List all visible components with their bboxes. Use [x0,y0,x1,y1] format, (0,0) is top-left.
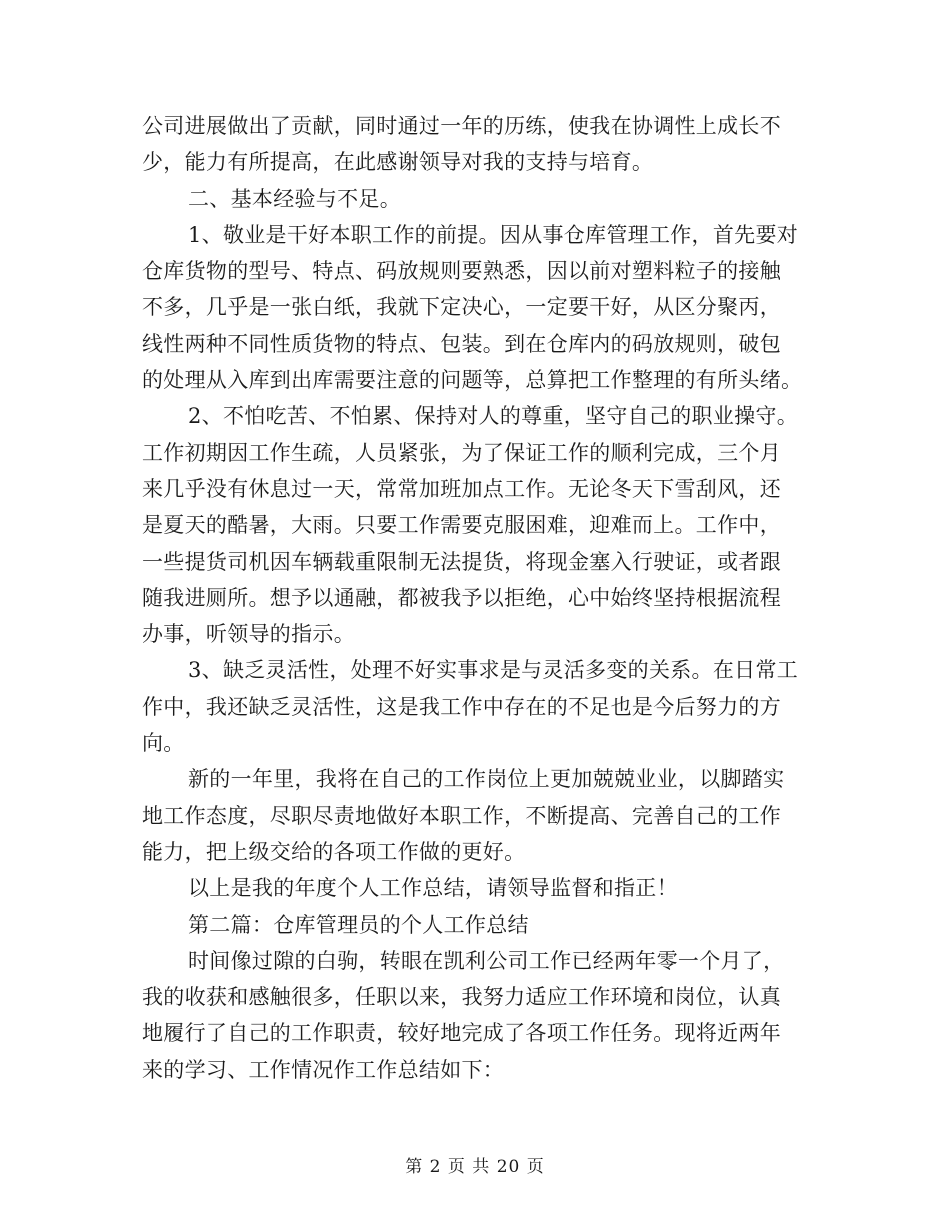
text-line: 来几乎没有休息过一天，常常加班加点工作。无论冬天下雪刮风，还 [142,476,781,501]
text-line: 二、基本经验与不足。 [188,186,401,211]
page-number-footer: 第 2 页 共 20 页 [405,1157,545,1177]
text-line: 以上是我的年度个人工作总结，请领导监督和指正！ [188,876,678,901]
text-line: 2、不怕吃苦、不怕累、保持对人的尊重，坚守自己的职业操守。 [188,404,799,429]
text-line: 1、敬业是干好本职工作的前提。因从事仓库管理工作，首先要对 [188,222,799,247]
text-line: 我的收获和感触很多，任职以来，我努力适应工作环境和岗位，认真 [142,985,781,1010]
text-line: 作中，我还缺乏灵活性，这是我工作中存在的不足也是今后努力的方 [142,694,781,719]
text-line: 3、缺乏灵活性，处理不好实事求是与灵活多变的关系。在日常工 [188,658,799,683]
text-line: 地工作态度，尽职尽责地做好本职工作，不断提高、完善自己的工作 [142,803,781,828]
text-line: 的处理从入库到出库需要注意的问题等，总算把工作整理的有所头绪。 [142,368,803,393]
text-line: 工作初期因工作生疏，人员紧张，为了保证工作的顺利完成，三个月 [142,440,781,465]
text-line: 仓库货物的型号、特点、码放规则要熟悉，因以前对塑料粒子的接触 [142,259,781,284]
text-line: 时间像过隙的白驹，转眼在凯利公司工作已经两年零一个月了， [188,948,785,973]
text-line: 是夏天的酷暑，大雨。只要工作需要克服困难，迎难而上。工作中， [142,513,781,538]
text-line: 随我进厕所。想予以通融，都被我予以拒绝，心中始终坚持根据流程 [142,585,781,610]
text-line: 少，能力有所提高，在此感谢领导对我的支持与培育。 [142,150,654,175]
document-body [142,108,822,1088]
text-line: 地履行了自己的工作职责，较好地完成了各项工作任务。现将近两年 [142,1021,781,1046]
text-line: 第二篇：仓库管理员的个人工作总结 [188,912,529,937]
text-line: 新的一年里，我将在自己的工作岗位上更加兢兢业业，以脚踏实 [188,767,785,792]
text-line: 一些提货司机因车辆载重限制无法提货，将现金塞入行驶证，或者跟 [142,549,781,574]
text-line: 来的学习、工作情况作工作总结如下： [142,1057,505,1082]
text-line: 办事，听领导的指示。 [142,622,355,647]
text-line: 线性两种不同性质货物的特点、包装。到在仓库内的码放规则，破包 [142,331,781,356]
text-line: 不多，几乎是一张白纸，我就下定决心，一定要干好，从区分聚丙， [142,295,781,320]
text-line: 向。 [142,731,185,756]
text-line: 公司进展做出了贡献，同时通过一年的历练，使我在协调性上成长不 [142,114,781,138]
text-line: 能力，把上级交给的各项工作做的更好。 [142,839,526,864]
